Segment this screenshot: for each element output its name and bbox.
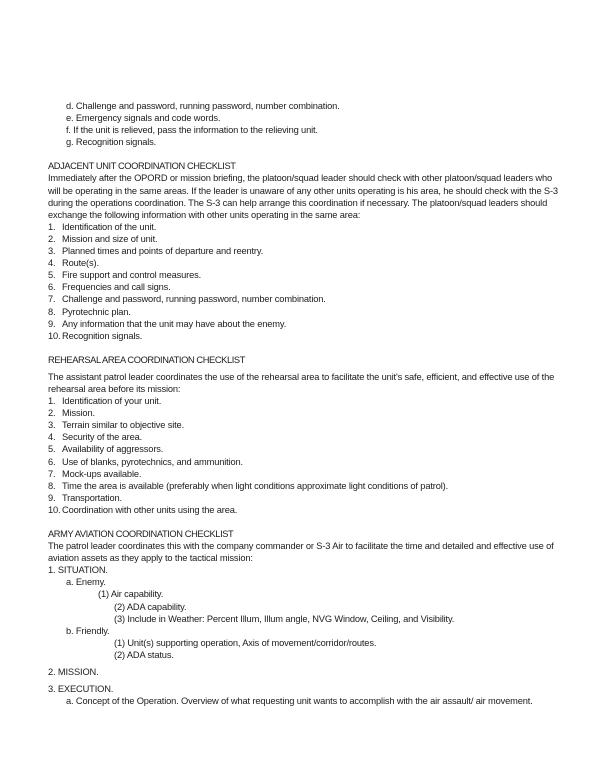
list-item	[48, 233, 563, 245]
item-number: 9.	[48, 492, 56, 503]
item-text: Mock-ups available.	[62, 468, 142, 479]
item-text: Frequencies and call signs.	[62, 282, 171, 293]
item-number: 8.	[48, 480, 56, 491]
item-text: Coordination with other units using the area.	[62, 504, 238, 515]
item-number: 6.	[48, 456, 56, 467]
item-text: Any information that the unit may have about the enemy.	[62, 318, 287, 329]
list-item	[48, 269, 563, 281]
item-text: Planned times and points of departure and reentry.	[62, 246, 264, 257]
outline-subitem: (2) ADA status.	[114, 649, 174, 660]
list-item	[48, 245, 563, 257]
item-text: Route(s).	[62, 258, 99, 269]
item-text: Mission and size of unit.	[62, 233, 158, 244]
document-page	[48, 100, 563, 707]
item-number: 3.	[48, 420, 56, 431]
outline-item-enemy: a. Enemy.	[66, 577, 106, 588]
list-item	[48, 468, 563, 480]
list-item	[48, 330, 563, 342]
item-number: 5.	[48, 444, 56, 455]
intro-item: e. Emergency signals and code words.	[66, 113, 221, 124]
outline-subitem: (2) ADA capability.	[114, 601, 187, 612]
item-number: 5.	[48, 270, 56, 281]
list-item	[48, 281, 563, 293]
section-heading: ADJACENT UNIT COORDINATION CHECKLIST	[48, 161, 236, 172]
list-item	[48, 407, 563, 419]
item-number: 10.	[48, 504, 61, 515]
rehearsal-area-section	[48, 354, 563, 516]
section-paragraph: Immediately after the OPORD or mission briefing, the platoon/squad leader should check with other platoon/squad leaders who will be operating in the same areas. If the leader is unaware of any other units operating is his area, he should check with the S-3 during the operations coordination. The S-3 can help arrange this coordination if necessary. The platoon/squad leaders should exchange the following information with other units operating in the same area:	[48, 173, 558, 220]
outline-item-friendly: b. Friendly.	[66, 625, 110, 636]
item-text: Mission.	[62, 408, 95, 419]
outline-subitem: (1) Air capability.	[98, 589, 164, 600]
item-number: 1.	[48, 221, 56, 232]
item-number: 9.	[48, 318, 56, 329]
item-text: Terrain similar to objective site.	[62, 420, 185, 431]
adjacent-unit-section	[48, 160, 563, 341]
list-item	[48, 492, 563, 504]
item-number: 7.	[48, 294, 56, 305]
item-text: Recognition signals.	[62, 330, 143, 341]
item-text: Time the area is available (preferably when light conditions approximate light conditions of patrol).	[62, 480, 449, 491]
list-item	[48, 306, 563, 318]
list-item	[48, 443, 563, 455]
outline-item-mission: 2. MISSION.	[48, 667, 99, 678]
list-item	[48, 293, 563, 305]
army-aviation-section	[48, 528, 563, 707]
item-text: Identification of the unit.	[62, 221, 157, 232]
list-item	[48, 395, 563, 407]
item-number: 2.	[48, 408, 56, 419]
section-paragraph: The patrol leader coordinates this with the company commander or S-3 Air to facilitate the time and detailed and effective use of aviation assets as they apply to the tactical mission:	[48, 541, 554, 564]
section-paragraph: The assistant patrol leader coordinates the use of the rehearsal area to facilitate the unit's safe, efficient, and effective use of the rehearsal area before its mission:	[48, 371, 555, 394]
intro-item: f. If the unit is relieved, pass the information to the relieving unit.	[66, 125, 318, 136]
section-heading: ARMY AVIATION COORDINATION CHECKLIST	[48, 529, 234, 539]
list-item	[48, 419, 563, 431]
item-number: 8.	[48, 306, 56, 317]
rehearsal-checklist	[48, 395, 563, 516]
list-item	[48, 431, 563, 443]
list-item	[48, 480, 563, 492]
item-text: Transportation.	[62, 492, 122, 503]
item-number: 4.	[48, 258, 56, 269]
intro-item: g. Recognition signals.	[66, 137, 157, 148]
item-text: Security of the area.	[62, 432, 143, 443]
item-text: Identification of your unit.	[62, 396, 162, 407]
item-number: 2.	[48, 233, 56, 244]
section-heading: REHEARSAL AREA COORDINATION CHECKLIST	[48, 354, 246, 365]
list-item	[48, 456, 563, 468]
item-number: 7.	[48, 468, 56, 479]
outline-item-situation: 1. SITUATION.	[48, 565, 108, 576]
item-text: Use of blanks, pyrotechnics, and ammunition.	[62, 456, 243, 467]
item-number: 4.	[48, 432, 56, 443]
outline-item-execution: 3. EXECUTION.	[48, 684, 114, 695]
item-number: 3.	[48, 246, 56, 257]
item-number: 6.	[48, 282, 56, 293]
item-number: 1.	[48, 396, 56, 407]
list-item	[48, 504, 563, 516]
intro-item: d. Challenge and password, running password, number combination.	[66, 101, 340, 111]
adjacent-checklist	[48, 221, 563, 342]
item-text: Availability of aggressors.	[62, 444, 164, 455]
item-text: Challenge and password, running password, number combination.	[62, 294, 326, 305]
item-number: 10.	[48, 330, 61, 341]
outline-subitem: (3) Include in Weather: Percent Illum, Illum angle, NVG Window, Ceiling, and Visibility.	[114, 613, 455, 624]
intro-list	[48, 100, 563, 148]
list-item	[48, 257, 563, 269]
list-item	[48, 221, 563, 233]
item-text: Pyrotechnic plan.	[62, 306, 131, 317]
item-text: Fire support and control measures.	[62, 270, 202, 281]
list-item	[48, 318, 563, 330]
outline-subitem: (1) Unit(s) supporting operation, Axis of movement/corridor/routes.	[114, 637, 377, 648]
outline-subitem-concept: a. Concept of the Operation. Overview of what requesting unit wants to accomplish with the air assault/ air movement.	[66, 696, 533, 707]
